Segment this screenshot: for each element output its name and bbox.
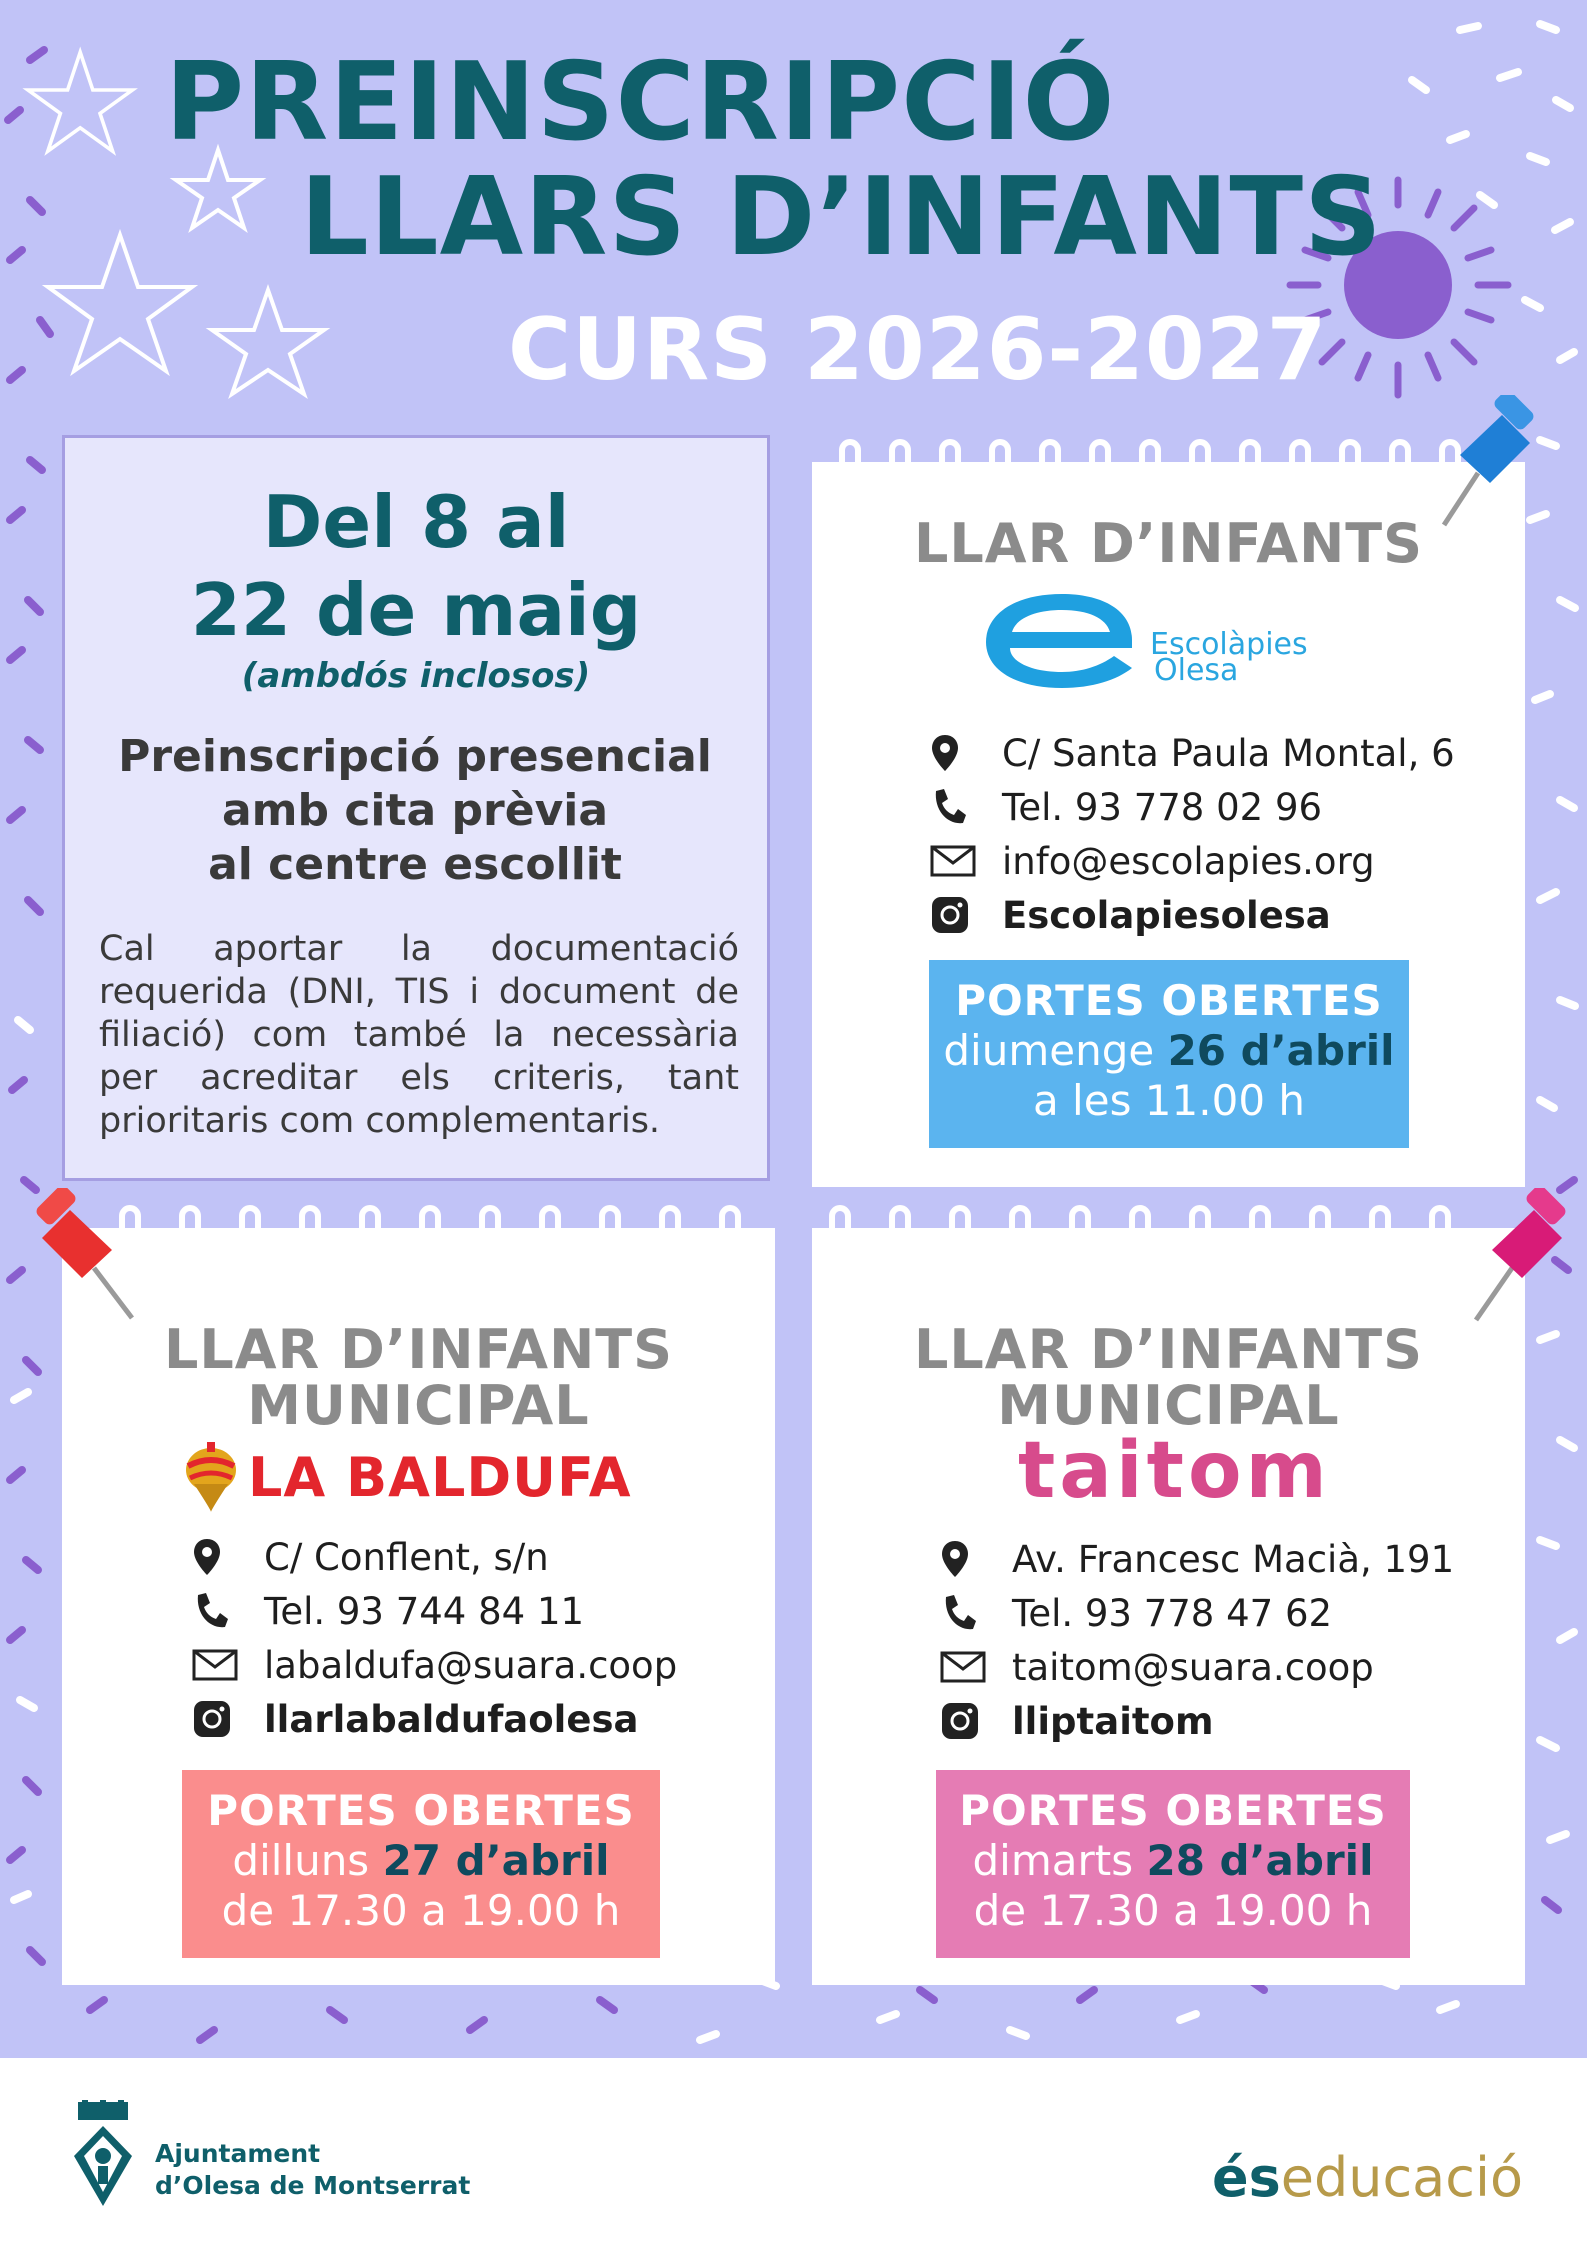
phone-icon	[930, 787, 982, 827]
email-row	[930, 834, 1455, 888]
open-day-title: PORTES OBERTES	[955, 976, 1383, 1025]
location-pin-icon	[930, 733, 982, 773]
eseducacio-logo	[1212, 2146, 1523, 2209]
location-pin-icon	[940, 1539, 992, 1579]
phone-text[interactable]: Tel. 93 778 02 96	[1002, 785, 1323, 829]
center-card-taitom	[812, 1228, 1525, 1985]
brand-part-a: és	[1212, 2146, 1281, 2209]
address-row	[930, 726, 1455, 780]
phone-icon	[940, 1593, 992, 1633]
open-day-date	[929, 1026, 1409, 1076]
phone-row	[192, 1584, 677, 1638]
title-line-2: LLARS D’INFANTS	[300, 155, 1383, 280]
address-text: C/ Conflent, s/n	[264, 1535, 549, 1579]
open-day-date	[936, 1836, 1410, 1886]
footer	[0, 2058, 1587, 2245]
email-row	[940, 1640, 1454, 1694]
center-heading	[812, 1318, 1525, 1437]
mode-line-1: Preinscripció presencial	[118, 731, 712, 782]
instagram-handle[interactable]: llarlabaldufaolesa	[264, 1697, 639, 1741]
email-link[interactable]: info@escolapies.org	[1002, 839, 1375, 883]
phone-text[interactable]: Tel. 93 744 84 11	[264, 1589, 585, 1633]
date-note: (ambdós inclosos)	[241, 656, 591, 696]
envelope-icon	[940, 1647, 992, 1687]
brand-part-b: educació	[1280, 2146, 1524, 2209]
council-coat-of-arms-icon	[70, 2100, 136, 2210]
escolapies-logo-text	[1150, 627, 1308, 688]
date-range-line-1: Del 8 al	[262, 480, 570, 564]
instagram-handle[interactable]: Escolapiesolesa	[1002, 893, 1331, 937]
documentation-text: Cal aportar la documentació requerida (DNI, TIS i document de filiació) com també la necessària per acreditar els criteris, tant prioritaris com complementaris.	[99, 929, 739, 1141]
email-link[interactable]: labaldufa@suara.coop	[264, 1643, 678, 1687]
pushpin-red-icon	[22, 1188, 142, 1328]
open-day-time: a les 11.00 h	[1032, 1076, 1306, 1125]
phone-row	[940, 1586, 1454, 1640]
open-day-box	[936, 1770, 1410, 1958]
mode-line-2: amb cita prèvia	[221, 785, 609, 836]
open-day-weekday: diumenge	[943, 1026, 1155, 1075]
address-text: Av. Francesc Macià, 191	[1012, 1537, 1455, 1581]
envelope-icon	[930, 841, 982, 881]
open-day-date-value: 27 d’abril	[382, 1836, 610, 1885]
center-heading-line-2: MUNICIPAL	[247, 1374, 590, 1437]
instagram-icon	[192, 1699, 244, 1739]
dates-panel	[62, 435, 770, 1181]
instagram-row	[930, 888, 1455, 942]
open-day-time: de 17.30 a 19.00 h	[221, 1886, 621, 1935]
notebook-rings	[812, 432, 1525, 492]
center-heading-line-1: LLAR D’INFANTS	[163, 1318, 674, 1381]
title-line-1: PREINSCRIPCIÓ	[165, 40, 1116, 165]
mode-line-3: al centre escollit	[208, 839, 622, 890]
address-text: C/ Santa Paula Montal, 6	[1002, 731, 1455, 775]
council-name-line-2: d’Olesa de Montserrat	[155, 2171, 471, 2200]
envelope-icon	[192, 1645, 244, 1685]
center-heading-line-1: LLAR D’INFANTS	[913, 1318, 1424, 1381]
open-day-title: PORTES OBERTES	[207, 1786, 635, 1835]
council-name-line-1: Ajuntament	[155, 2139, 321, 2168]
notebook-rings	[62, 1198, 775, 1258]
open-day-date-value: 26 d’abril	[1167, 1026, 1395, 1075]
instagram-icon	[940, 1701, 992, 1741]
location-pin-icon	[192, 1537, 244, 1577]
la-baldufa-logo-text: LA BALDUFA	[248, 1446, 632, 1509]
center-heading	[62, 1318, 775, 1437]
open-day-weekday: dilluns	[232, 1836, 370, 1885]
open-day-date-value: 28 d’abril	[1146, 1836, 1374, 1885]
instagram-row	[192, 1692, 677, 1746]
open-day-weekday: dimarts	[972, 1836, 1134, 1885]
open-day-time: de 17.30 a 19.00 h	[973, 1886, 1373, 1935]
email-row	[192, 1638, 677, 1692]
open-day-title: PORTES OBERTES	[959, 1786, 1387, 1835]
center-heading: LLAR D’INFANTS	[913, 512, 1424, 575]
address-row	[940, 1532, 1454, 1586]
course-year: CURS 2026-2027	[508, 300, 1328, 400]
taitom-logo-text: taitom	[1018, 1426, 1331, 1516]
contact-list	[940, 1532, 1454, 1748]
phone-row	[930, 780, 1455, 834]
open-day-date	[182, 1836, 660, 1886]
open-day-box	[929, 960, 1409, 1148]
contact-list	[192, 1530, 677, 1746]
council-name	[155, 2138, 470, 2202]
center-heading-line-2: MUNICIPAL	[997, 1374, 1340, 1437]
instagram-handle[interactable]: lliptaitom	[1012, 1699, 1214, 1743]
center-card-escolapies	[812, 462, 1525, 1187]
spinning-top-icon	[184, 1440, 238, 1514]
center-card-la-baldufa	[62, 1228, 775, 1985]
escolapies-logo-icon	[982, 590, 1142, 690]
address-row	[192, 1530, 677, 1584]
phone-text[interactable]: Tel. 93 778 47 62	[1012, 1591, 1333, 1635]
open-day-box	[182, 1770, 660, 1958]
pushpin-pink-icon	[1462, 1188, 1582, 1328]
notebook-rings	[812, 1198, 1525, 1258]
registration-mode	[85, 730, 745, 892]
phone-icon	[192, 1591, 244, 1631]
email-link[interactable]: taitom@suara.coop	[1012, 1645, 1374, 1689]
logo-text-line-2: Olesa	[1154, 653, 1239, 688]
instagram-icon	[930, 895, 982, 935]
logo-text-line-1: Escolàpies	[1150, 627, 1308, 662]
pushpin-blue-icon	[1430, 395, 1550, 535]
contact-list	[930, 726, 1455, 942]
date-range	[65, 478, 767, 654]
instagram-row	[940, 1694, 1454, 1748]
date-range-line-2: 22 de maig	[190, 568, 642, 652]
